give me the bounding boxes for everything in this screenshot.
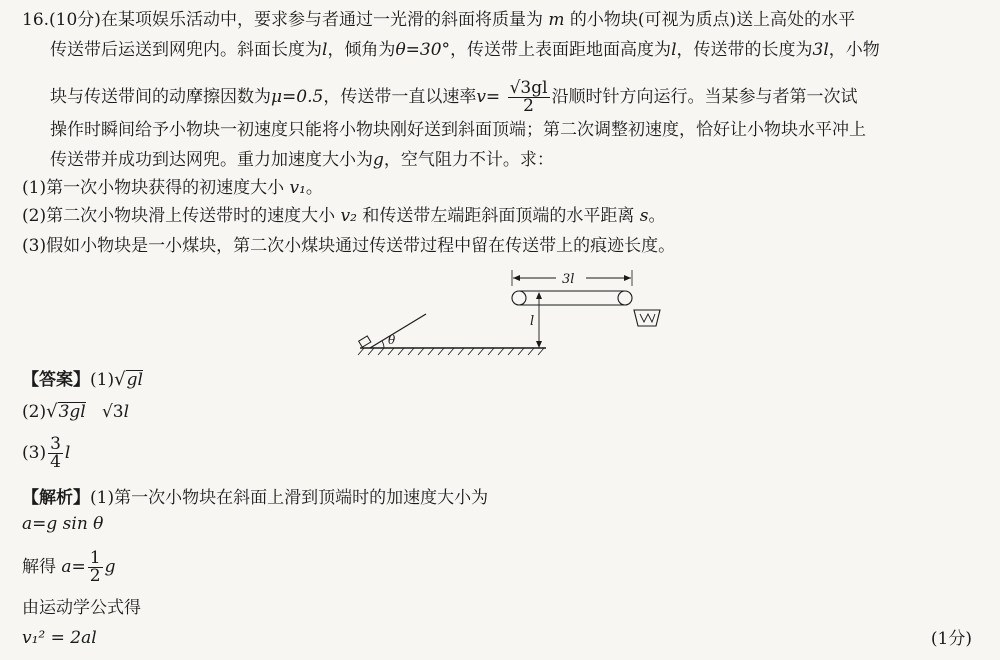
right-roller [618,291,632,305]
analysis-eq1: a=g sin θ [22,514,104,534]
part-2: (2)第二次小物块滑上传送带时的速度大小 v₂ 和传送带左端距斜面顶端的水平距离 s。 [22,206,666,226]
problem-diagram [350,262,680,362]
analysis-heading: 【解析】 [22,488,90,508]
angle-label: θ [388,333,396,347]
height-label: l [530,314,535,329]
block [359,336,371,347]
score-note: (1分) [930,629,972,649]
question-number: 16. [22,10,50,30]
question-line-2: 传送带后运送到网兜内。斜面长度为l，倾角为θ=30°，传送带上表面距地面高度为l，传送带的长度为3l，小物 [50,40,880,60]
left-roller [512,291,526,305]
analysis-eq3: v₁² = 2al [22,628,97,648]
angle-arc [382,341,384,348]
question-line-1: 16.(10分)在某项娱乐活动中，要求参与者通过一光滑的斜面将质量为 m 的小物块(可视为质点)送上高处的水平 [22,10,856,30]
question-points: (10分) [49,10,101,30]
speed-fraction: $\frac{√3gl}{2}$ [509,78,548,116]
answer-line-2: (2)√3gl √3l [22,401,130,422]
answer-line-1: 【答案】(1)√gl [22,369,143,390]
answer-2a: 3gl [58,402,86,422]
analysis-kinematics: 由运动学公式得 [22,598,141,618]
analysis-line-1: 【解析】(1)第一次小物块在斜面上滑到顶端时的加速度大小为 [22,488,489,508]
answer-1: gl [126,370,143,390]
ground-hatching [358,348,544,355]
question-line-5: 传送带并成功到达网兜。重力加速度大小为g，空气阻力不计。求： [50,150,554,170]
answer-line-3: (3) $\frac{3}{4}$ l [22,434,71,472]
analysis-eq2: 解得 a= $\frac{1}{2}$ g [22,548,116,586]
length-label: 3l [562,272,575,287]
answer-2b: √3 [101,402,124,422]
question-line-4: 操作时瞬间给予小物块一初速度只能将小物块刚好送到斜面顶端；第二次调整初速度，恰好让小物块水平冲上 [50,120,866,140]
question-line-3: 块与传送带间的动摩擦因数为μ=0.5，传送带一直以速率v= $\frac{√3gl}{2}$ 沿顺时针方向运行。当某参与者第一次试 [50,78,858,116]
answer-3-fraction: $\frac{3}{4}$ [50,434,61,472]
net-basket [634,310,660,326]
answer-heading: 【答案】 [22,370,90,390]
incline [370,314,426,348]
part-1: (1)第一次小物块获得的初速度大小 v₁。 [22,178,323,198]
part-3: (3)假如小物块是一小煤块，第二次小煤块通过传送带过程中留在传送带上的痕迹长度。 [22,236,676,256]
